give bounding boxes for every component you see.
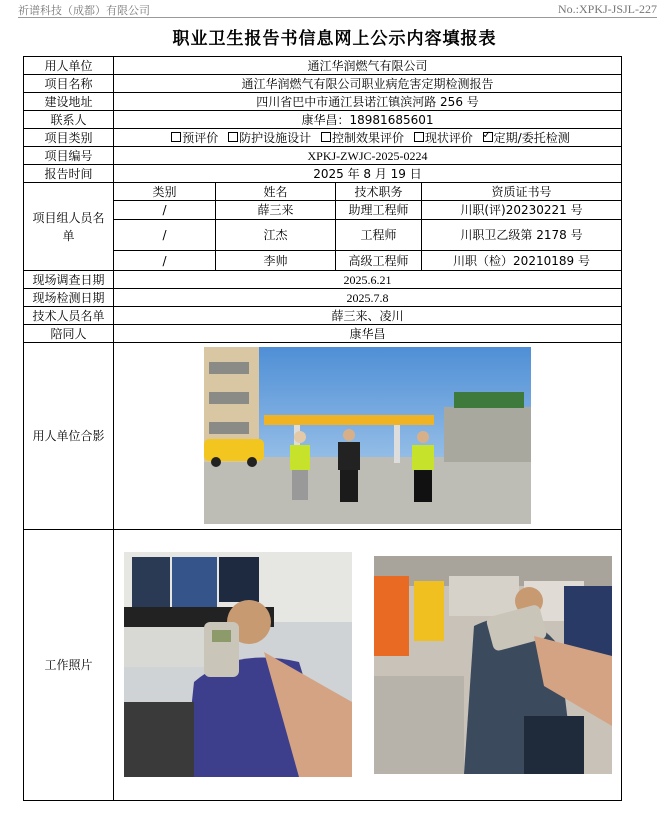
work-photo-cell [114, 530, 622, 801]
report-time-label: 报告时间 [24, 165, 114, 183]
team-category: / [114, 220, 216, 251]
team-title: 高级工程师 [336, 251, 422, 271]
row-detect-date [24, 289, 622, 307]
row-team-header [24, 183, 622, 201]
employer-value: 通江华润燃气有限公司 [114, 57, 622, 75]
info-table [23, 56, 622, 801]
contact-label: 联系人 [24, 111, 114, 129]
team-header-name: 姓名 [216, 183, 336, 201]
team-name: 薛三来 [216, 201, 336, 220]
row-category [24, 129, 622, 147]
companion-label: 陪同人 [24, 325, 114, 343]
page-header [0, 0, 669, 18]
group-photo [204, 347, 531, 524]
work-photo-label: 工作照片 [24, 530, 114, 801]
work-photo-control-room [124, 552, 352, 777]
address-label: 建设地址 [24, 93, 114, 111]
row-address [24, 93, 622, 111]
detect-date-label: 现场检测日期 [24, 289, 114, 307]
employer-label: 用人单位 [24, 57, 114, 75]
team-name: 李帅 [216, 251, 336, 271]
category-option: 控制效果评价 [315, 131, 404, 145]
team-title: 工程师 [336, 220, 422, 251]
page-title: 职业卫生报告书信息网上公示内容填报表 [172, 29, 497, 49]
project-name-value: 通江华润燃气有限公司职业病危害定期检测报告 [114, 75, 622, 93]
checked-checkbox-icon [483, 132, 493, 142]
category-option: 预评价 [165, 131, 218, 145]
team-header-cert: 资质证书号 [422, 183, 622, 201]
tech-staff-value: 薛三来、凌川 [114, 307, 622, 325]
group-photo-cell [114, 343, 622, 530]
address-value: 四川省巴中市通江县诺江镇滨河路 256 号 [114, 93, 622, 111]
survey-date-label: 现场调查日期 [24, 271, 114, 289]
team-cert: 川职卫乙级第 2178 号 [422, 220, 622, 251]
team-category: / [114, 251, 216, 271]
row-survey-date [24, 271, 622, 289]
team-row [24, 220, 622, 251]
group-photo-label: 用人单位合影 [24, 343, 114, 530]
category-option: 现状评价 [408, 131, 473, 145]
team-name: 江杰 [216, 220, 336, 251]
checkbox-icon [414, 132, 424, 142]
row-contact [24, 111, 622, 129]
row-work-photo [24, 530, 622, 801]
category-options [114, 129, 622, 147]
row-group-photo [24, 343, 622, 530]
detect-date-value: 2025.7.8 [114, 289, 622, 307]
report-time-value: 2025 年 8 月 19 日 [114, 165, 622, 183]
row-project-no [24, 147, 622, 165]
companion-value: 康华昌 [114, 325, 622, 343]
team-row [24, 251, 622, 271]
header-divider [18, 17, 657, 18]
document-number: No.:XPKJ-JSJL-227 [557, 2, 657, 16]
row-report-time [24, 165, 622, 183]
team-title: 助理工程师 [336, 201, 422, 220]
category-option: ✓ 定期/委托检测 [477, 131, 570, 145]
tech-staff-label: 技术人员名单 [24, 307, 114, 325]
team-cert: 川职(评)20230221 号 [422, 201, 622, 220]
checkbox-icon [171, 132, 181, 142]
team-header-category: 类别 [114, 183, 216, 201]
team-category: / [114, 201, 216, 220]
team-label: 项目组人员名单 [24, 183, 114, 271]
survey-date-value: 2025.6.21 [114, 271, 622, 289]
row-project-name [24, 75, 622, 93]
checkbox-icon [321, 132, 331, 142]
team-cert: 川职（检）20210189 号 [422, 251, 622, 271]
project-no-value: XPKJ-ZWJC-2025-0224 [114, 147, 622, 165]
work-photo-gas-station [374, 556, 612, 774]
row-companion [24, 325, 622, 343]
category-label: 项目类别 [24, 129, 114, 147]
row-employer [24, 57, 622, 75]
team-row [24, 201, 622, 220]
row-tech-staff [24, 307, 622, 325]
contact-value: 康华昌：18981685601 [114, 111, 622, 129]
checkbox-icon [228, 132, 238, 142]
project-name-label: 项目名称 [24, 75, 114, 93]
company-name: 祈谱科技（成都）有限公司 [18, 4, 150, 17]
team-header-title: 技术职务 [336, 183, 422, 201]
category-option: 防护设施设计 [222, 131, 311, 145]
project-no-label: 项目编号 [24, 147, 114, 165]
